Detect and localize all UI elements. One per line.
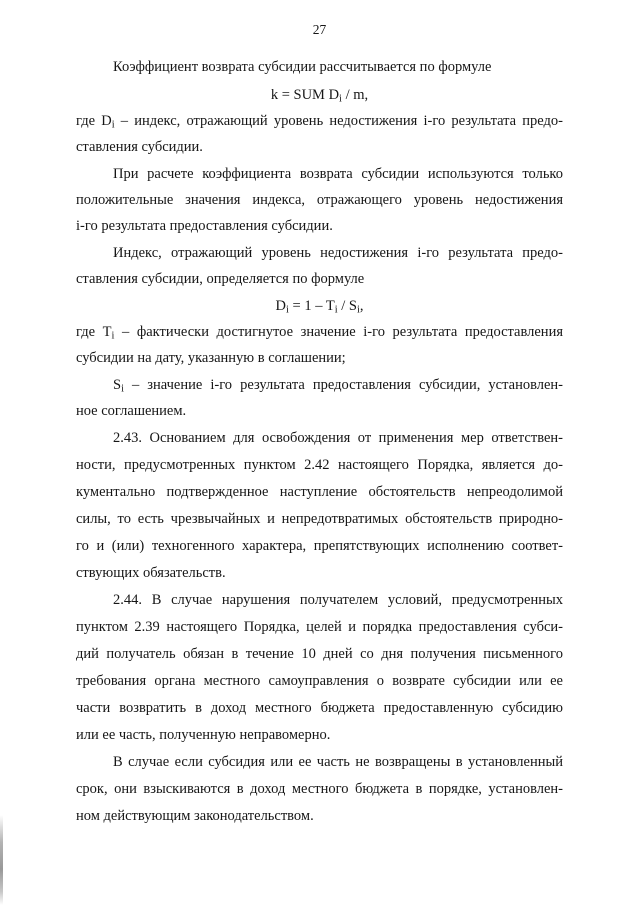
formula-part: / m, <box>341 87 369 103</box>
paragraph-line: ствующих обязательств. <box>76 565 226 581</box>
paragraph-line: 2.44. В случае нарушения получателем условий, предусмотренных <box>113 592 563 608</box>
page-number: 27 <box>312 22 327 37</box>
text-run: где D <box>76 113 112 129</box>
formula-part: k = SUM D <box>270 87 340 103</box>
paragraph-line: дий получатель обязан в течение 10 дней со дня получения письменного <box>76 646 563 662</box>
paragraph-line: Индекс, отражающий уровень недостижения i-го результата предо- <box>113 245 563 261</box>
formula-index <box>0 297 639 315</box>
paragraph-line: пунктом 2.39 настоящего Порядка, целей и порядка предоставления субси- <box>76 619 563 635</box>
text-run: – индекс, отражающий уровень недостижения i-го результата предо- <box>114 113 563 129</box>
formula-part: , <box>359 298 364 314</box>
paragraph-line <box>76 323 563 341</box>
text-subscript: i <box>111 119 115 131</box>
text-run: – значение i-го результата предоставления субсидии, установлен- <box>123 377 563 393</box>
paragraph-line: срок, они взыскиваются в доход местного бюджета в порядке, установлен- <box>76 781 563 797</box>
text-subscript: i <box>111 330 115 342</box>
paragraph-line: или ее часть, полученную неправомерно. <box>76 727 331 743</box>
formula-subscript: i <box>356 304 360 316</box>
paragraph-line: ставления субсидии. <box>76 139 203 155</box>
paragraph-line: 2.43. Основанием для освобождения от применения мер ответствен- <box>113 430 563 446</box>
formula-coefficient <box>0 86 639 104</box>
scan-edge-mark <box>0 815 3 905</box>
paragraph-line <box>113 376 563 394</box>
paragraph-line: ности, предусмотренных пунктом 2.42 настоящего Порядка, является до- <box>76 457 563 473</box>
text-subscript: i <box>121 383 124 395</box>
formula-subscript: i <box>339 93 342 105</box>
formula-part: = 1 – T <box>288 298 335 314</box>
text-run: – фактически достигнутое значение i-го результата предоставления <box>114 324 563 340</box>
paragraph-line: i-го результата предоставления субсидии. <box>76 218 333 234</box>
paragraph-line: кументально подтвержденное наступление обстоятельств непреодолимой <box>76 484 563 500</box>
paragraph-line: положительные значения индекса, отражающего уровень недостижения <box>76 192 563 208</box>
paragraph-line: силы, то есть чрезвычайных и непредотвратимых обстоятельств природно- <box>76 511 563 527</box>
formula-subscript: i <box>334 304 338 316</box>
paragraph-line: При расчете коэффициента возврата субсидии используются только <box>113 166 563 182</box>
formula-subscript: i <box>286 304 289 316</box>
text-run: S <box>113 377 122 393</box>
formula-part: D <box>275 298 286 314</box>
paragraph-line: требования органа местного самоуправления о возврате субсидии или ее <box>76 673 563 689</box>
paragraph-line: Коэффициент возврата субсидии рассчитывается по формуле <box>113 59 492 75</box>
paragraph-line <box>76 112 563 130</box>
paragraph-line: ставления субсидии, определяется по формуле <box>76 271 365 287</box>
paragraph-line: ное соглашением. <box>76 403 187 419</box>
paragraph-line: ном действующим законодательством. <box>76 808 314 824</box>
formula-part: / S <box>337 298 357 314</box>
text-run: где T <box>76 324 112 340</box>
paragraph-line: В случае если субсидия или ее часть не возвращены в установленный <box>113 754 563 770</box>
paragraph-line: части возвратить в доход местного бюджета предоставленную субсидию <box>76 700 563 716</box>
paragraph-line: субсидии на дату, указанную в соглашении; <box>76 350 346 366</box>
paragraph-line: го и (или) техногенного характера, препятствующих исполнению соответ- <box>76 538 563 554</box>
